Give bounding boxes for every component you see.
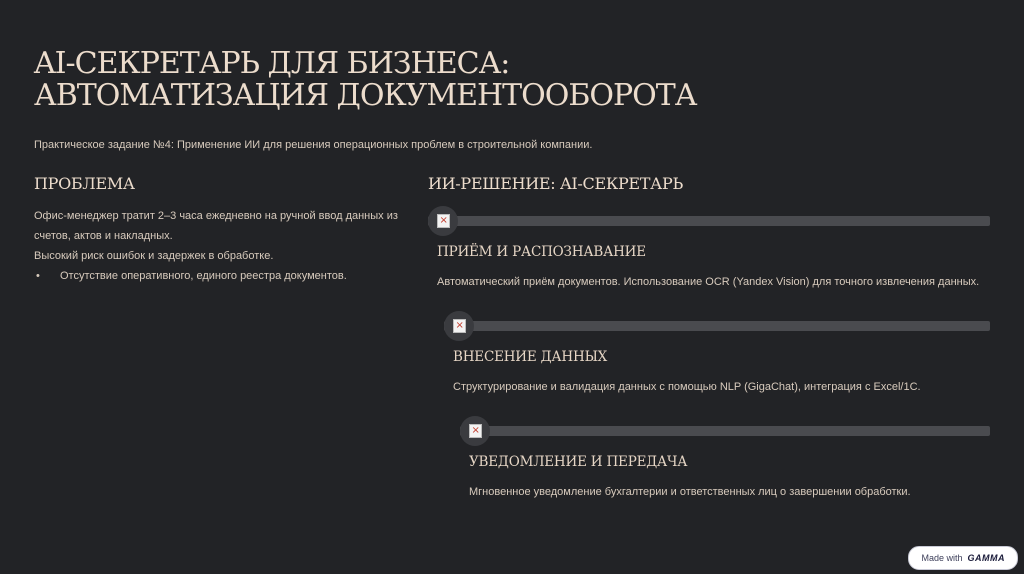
- problem-paragraph: Высокий риск ошибок и задержек в обработке.: [34, 250, 274, 262]
- solution-step: [460, 416, 990, 526]
- problem-heading: ПРОБЛЕМА: [34, 174, 135, 193]
- broken-image-icon: [453, 319, 466, 333]
- slide-subtitle: Практическое задание №4: Применение ИИ для решения операционных проблем в строительной компании.: [34, 139, 593, 151]
- problem-paragraph: Офис-менеджер тратит 2–3 часа ежедневно на ручной ввод данных из счетов, актов и накладных.: [34, 210, 398, 242]
- gamma-logo: GAMMA: [967, 553, 1005, 563]
- badge-label: Made with: [921, 553, 963, 563]
- step-marker: [428, 206, 458, 236]
- step-progress-track: [428, 216, 990, 226]
- solution-heading: ИИ-РЕШЕНИЕ: AI-СЕКРЕТАРЬ: [428, 174, 683, 193]
- bullet-text: Отсутствие оперативного, единого реестра документов.: [60, 270, 347, 282]
- step-marker: [460, 416, 490, 446]
- made-with-gamma-badge[interactable]: [908, 546, 1018, 570]
- step-title: ПРИЁМ И РАСПОЗНАВАНИЕ: [437, 244, 646, 260]
- problem-body: [34, 206, 414, 286]
- solution-step: [444, 311, 990, 421]
- slide-title: AI-СЕКРЕТАРЬ ДЛЯ БИЗНЕСА: АВТОМАТИЗАЦИЯ ДОКУМЕНТООБОРОТА: [34, 46, 697, 113]
- step-title: УВЕДОМЛЕНИЕ И ПЕРЕДАЧА: [469, 454, 688, 470]
- step-description: Структурирование и валидация данных с помощью NLP (GigaChat), интеграция с Excel/1С.: [453, 381, 921, 393]
- problem-bullet: [34, 266, 414, 286]
- step-progress-track: [444, 321, 990, 331]
- bullet-dot: •: [36, 270, 40, 282]
- step-progress-track: [460, 426, 990, 436]
- broken-image-icon: [469, 424, 482, 438]
- step-description: Автоматический приём документов. Использование OCR (Yandex Vision) для точного извлечения данных.: [437, 276, 980, 288]
- step-marker: [444, 311, 474, 341]
- step-description: Мгновенное уведомление бухгалтерии и ответственных лиц о завершении обработки.: [469, 486, 911, 498]
- step-title: ВНЕСЕНИЕ ДАННЫХ: [453, 349, 608, 365]
- broken-image-icon: [437, 214, 450, 228]
- solution-step: [428, 206, 990, 316]
